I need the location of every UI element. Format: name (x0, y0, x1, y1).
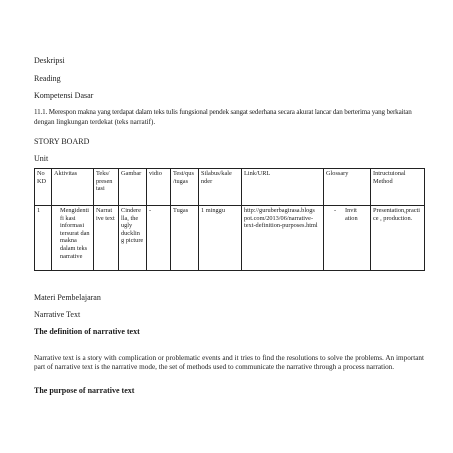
cell-aktivitas: Mengidentifi kasi informasi tersurat dan makna dalam teks narrative (52, 206, 94, 271)
th-no-kd: No KD (35, 169, 52, 206)
th-test-tugas: Test/qus /tugas (171, 169, 199, 206)
storyboard-table (34, 168, 425, 271)
th-link-url: Link/URL (242, 169, 324, 206)
th-gambar: Gambar (119, 169, 147, 206)
cell-tugas: Tugas (171, 206, 199, 271)
th-aktivitas: Aktivitas (52, 169, 94, 206)
cell-silabus: 1 minggu (199, 206, 242, 271)
cell-link: http://guruberbagirasa.blogs pot.com/2013/06/narrative-text-definition-purposes.html (242, 206, 324, 271)
cell-teks: Narrat ive text (94, 206, 119, 271)
table-row (35, 206, 425, 271)
label-deskripsi: Deskripsi (34, 56, 65, 65)
definition-paragraph: Narrative text is a story with complication or problematic events and it tries to find the resolutions to solve the problems. An important part of narrative text is the narrative mode, the set of methods used to communicate the narrative through a process narration. (34, 354, 424, 372)
cell-glossary (324, 206, 371, 271)
cell-method: Presentation,practice , production. (371, 206, 425, 271)
heading-definition: The definition of narrative text (34, 327, 140, 336)
th-vidio: vidio (147, 169, 171, 206)
kd-text-line-1: 11.1. Merespon makna yang terdapat dalam teks tulis fungsional pendek sangat sederhana secara akurat lancar dan berterima yang berkaitan (34, 108, 412, 116)
label-unit: Unit (34, 154, 49, 163)
label-narrative-text: Narrative Text (34, 310, 81, 319)
th-teks-presentasi: Teks/ presen tasi (94, 169, 119, 206)
cell-gambar: Cindere lla, the ugly ducklin g picture (119, 206, 147, 271)
table-header-row (35, 169, 425, 206)
th-silabus: Silabus/kale nder (199, 169, 242, 206)
kd-text-line-2: dengan lingkungan terdekat (teks narratif). (34, 118, 156, 126)
cell-vidio: - (147, 206, 171, 271)
th-method: Intructuional Method (371, 169, 425, 206)
label-kompetensi-dasar: Kompetensi Dasar (34, 91, 94, 100)
cell-no: 1 (35, 206, 52, 271)
label-story-board: STORY BOARD (34, 137, 90, 146)
th-glossary: Glossary (324, 169, 371, 206)
glossary-text: Invit ation (345, 207, 358, 222)
heading-purpose: The purpose of narrative text (34, 386, 135, 395)
label-reading: Reading (34, 74, 61, 83)
glossary-dash: - (334, 207, 337, 214)
label-materi: Materi Pembelajaran (34, 293, 101, 302)
